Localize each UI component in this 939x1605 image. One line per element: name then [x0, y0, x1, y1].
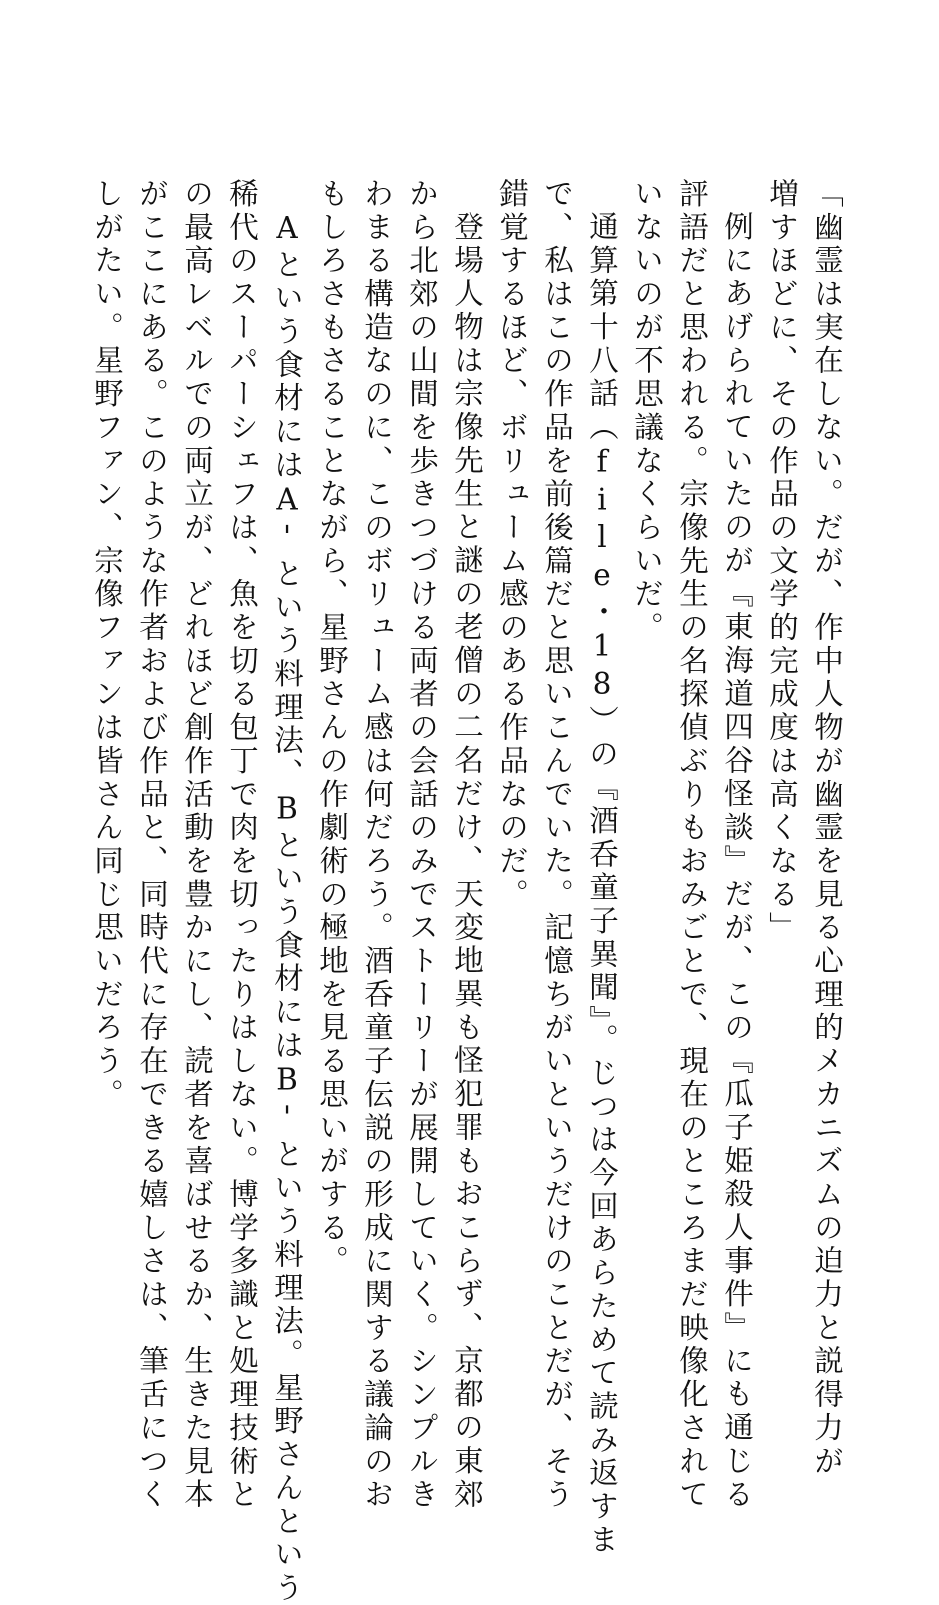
text-line-3: 例にあげられていたのが『東海道四谷怪談』だが、この『瓜子姫殺人事件』にも通じる	[720, 211, 754, 1512]
text-line-14: 稀代のスーパーシェフは、魚を切る包丁で肉を切ったりはしない。博学多識と処理技術と	[225, 178, 259, 1512]
text-line-1: 「幽霊は実在しない。だが、作中人物が幽霊を見る心理的メカニズムの迫力と説得力が	[810, 178, 844, 1479]
text-line-5: いないのが不思議なくらいだ。	[630, 178, 664, 645]
text-line-15: の最高レベルでの両立が、どれほど創作活動を豊かにし、読者を喜ばせるか、生きた見本	[180, 178, 214, 1512]
text-line-7: で、私はこの作品を前後篇だと思いこんでいた。記憶ちがいというだけのことだが、そう	[540, 178, 574, 1512]
text-line-8: 錯覚するほど、ボリューム感のある作品なのだ。	[495, 178, 529, 912]
text-line-12: もしろさもさることながら、星野さんの作劇術の極地を見る思いがする。	[315, 178, 349, 1279]
text-line-16: がここにある。このような作者および作品と、同時代に存在できる嬉しさは、筆舌につく	[135, 178, 169, 1512]
text-line-13: Aという食材にはA'という料理法、Bという食材にはB'という料理法。星野さんという	[270, 211, 304, 1605]
text-line-2: 増すほどに、その作品の文学的完成度は高くなる」	[765, 178, 799, 946]
text-line-17: しがたい。星野ファン、宗像ファンは皆さん同じ思いだろう。	[90, 178, 124, 1112]
text-line-11: わまる構造なのに、このボリューム感は何だろう。酒呑童子伝説の形成に関する議論のお	[360, 178, 394, 1512]
text-line-4: 評語だと思われる。宗像先生の名探偵ぶりもおみごとで、現在のところまだ映像化されて	[675, 178, 709, 1512]
text-line-9: 登場人物は宗像先生と謎の老僧の二名だけ、天変地異も怪犯罪もおこらず、京都の東郊	[450, 211, 484, 1512]
text-line-6: 通算第十八話（file・18）の『酒呑童子異聞』。じつは今回あらためて読み返すま	[585, 211, 619, 1558]
text-line-10: から北郊の山間を歩きつづける両者の会話のみでストーリーが展開していく。シンプルき	[405, 178, 439, 1512]
